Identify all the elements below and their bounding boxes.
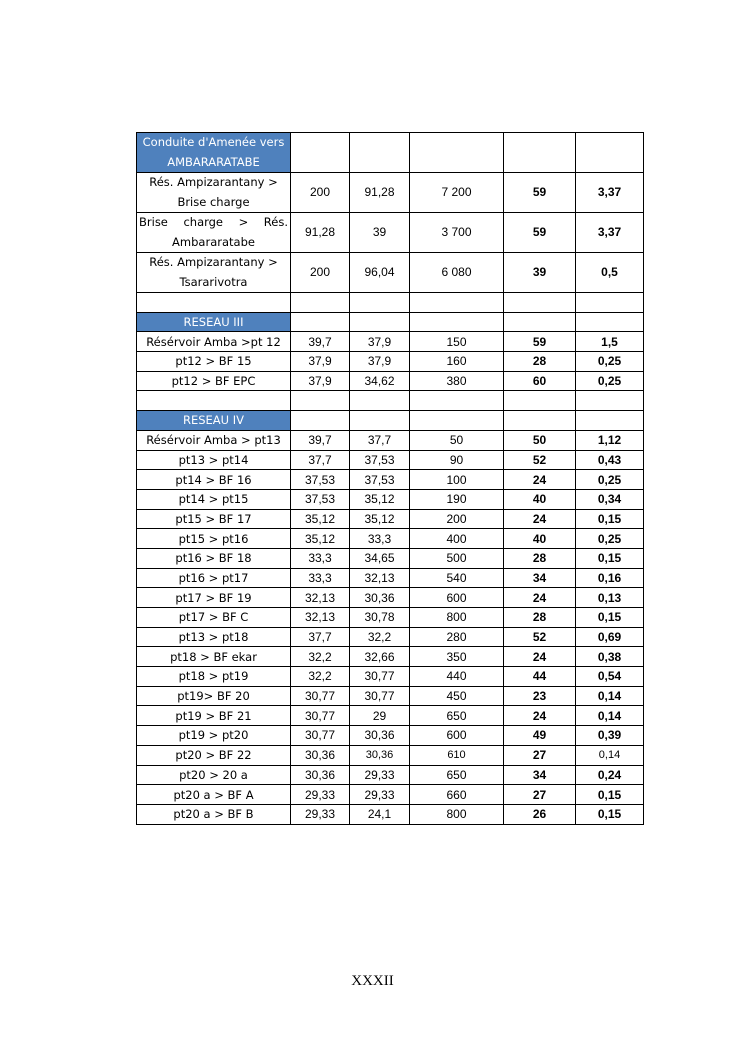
length-cell: 100 xyxy=(410,470,504,490)
end-value-cell: 29,33 xyxy=(350,785,410,805)
end-value-cell: 91,28 xyxy=(350,173,410,213)
end-value-cell: 24,1 xyxy=(350,804,410,824)
empty-cell xyxy=(504,133,576,173)
velocity-cell: 0,25 xyxy=(576,529,644,549)
diameter-cell: 49 xyxy=(504,726,576,746)
table-row xyxy=(137,253,644,293)
diameter-cell: 24 xyxy=(504,706,576,726)
empty-cell xyxy=(576,312,644,332)
table-row-section xyxy=(137,411,644,431)
empty-cell xyxy=(410,293,504,313)
table-row xyxy=(137,588,644,608)
start-value-cell: 32,13 xyxy=(291,588,350,608)
empty-cell xyxy=(576,133,644,173)
segment-label-cell xyxy=(137,213,291,253)
length-cell: 450 xyxy=(410,686,504,706)
table-row xyxy=(137,173,644,213)
empty-cell xyxy=(291,391,350,411)
empty-cell xyxy=(291,293,350,313)
length-cell: 400 xyxy=(410,529,504,549)
segment-label-cell: pt13 > pt18 xyxy=(137,627,291,647)
section-header-reseau-iv: RESEAU IV xyxy=(137,411,291,431)
table-row xyxy=(137,568,644,588)
length-cell: 160 xyxy=(410,352,504,372)
velocity-cell: 0,54 xyxy=(576,667,644,687)
diameter-cell: 28 xyxy=(504,548,576,568)
start-value-cell: 35,12 xyxy=(291,509,350,529)
start-value-cell: 35,12 xyxy=(291,529,350,549)
end-value-cell: 30,36 xyxy=(350,588,410,608)
empty-cell xyxy=(291,133,350,173)
end-value-cell: 37,53 xyxy=(350,450,410,470)
velocity-cell: 1,12 xyxy=(576,430,644,450)
length-cell: 600 xyxy=(410,726,504,746)
start-value-cell: 37,7 xyxy=(291,627,350,647)
empty-cell xyxy=(410,411,504,431)
start-value-cell: 39,7 xyxy=(291,332,350,352)
velocity-cell: 0,25 xyxy=(576,470,644,490)
segment-label-cell: pt20 > BF 22 xyxy=(137,745,291,765)
diameter-cell: 24 xyxy=(504,470,576,490)
velocity-cell: 0,34 xyxy=(576,489,644,509)
diameter-cell: 40 xyxy=(504,529,576,549)
end-value-cell: 34,65 xyxy=(350,548,410,568)
diameter-cell: 59 xyxy=(504,213,576,253)
start-value-cell: 91,28 xyxy=(291,213,350,253)
table-row xyxy=(137,509,644,529)
diameter-cell: 40 xyxy=(504,489,576,509)
start-value-cell: 29,33 xyxy=(291,804,350,824)
segment-label-cell: pt20 > 20 a xyxy=(137,765,291,785)
length-cell: 660 xyxy=(410,785,504,805)
section-header-reseau-iii: RESEAU III xyxy=(137,312,291,332)
segment-label-cell: pt20 a > BF B xyxy=(137,804,291,824)
end-value-cell: 37,9 xyxy=(350,352,410,372)
page-number: XXXII xyxy=(351,973,394,989)
segment-label-line: Ambararatabe xyxy=(172,234,255,249)
diameter-cell: 34 xyxy=(504,765,576,785)
start-value-cell: 30,77 xyxy=(291,726,350,746)
empty-cell xyxy=(350,312,410,332)
table-row xyxy=(137,647,644,667)
velocity-cell: 0,15 xyxy=(576,804,644,824)
segment-label-cell: pt15 > pt16 xyxy=(137,529,291,549)
length-cell: 610 xyxy=(410,745,504,765)
table-row xyxy=(137,765,644,785)
end-value-cell: 29,33 xyxy=(350,765,410,785)
end-value-cell: 30,36 xyxy=(350,745,410,765)
diameter-cell: 27 xyxy=(504,745,576,765)
table-row xyxy=(137,686,644,706)
length-cell: 500 xyxy=(410,548,504,568)
end-value-cell: 37,9 xyxy=(350,332,410,352)
end-value-cell: 35,12 xyxy=(350,509,410,529)
length-cell: 190 xyxy=(410,489,504,509)
start-value-cell: 37,9 xyxy=(291,352,350,372)
length-cell: 650 xyxy=(410,706,504,726)
segment-label-cell: pt19 > BF 21 xyxy=(137,706,291,726)
empty-cell xyxy=(504,411,576,431)
start-value-cell: 39,7 xyxy=(291,430,350,450)
diameter-cell: 59 xyxy=(504,173,576,213)
empty-cell xyxy=(350,133,410,173)
start-value-cell: 200 xyxy=(291,253,350,293)
table-row xyxy=(137,627,644,647)
start-value-cell: 200 xyxy=(291,173,350,213)
segment-label-cell: pt20 a > BF A xyxy=(137,785,291,805)
empty-cell xyxy=(576,411,644,431)
end-value-cell: 29 xyxy=(350,706,410,726)
section-header-line: Conduite d'Amenée vers xyxy=(142,135,285,149)
segment-label-line: Rés. Ampizarantany > xyxy=(149,175,278,189)
table-row-section xyxy=(137,312,644,332)
section-header-line: AMBARARATABE xyxy=(167,154,260,169)
segment-label-line: Rés. Ampizarantany > xyxy=(149,255,278,269)
table-row xyxy=(137,489,644,509)
diameter-cell: 28 xyxy=(504,608,576,628)
segment-label-cell: pt19 > pt20 xyxy=(137,726,291,746)
start-value-cell: 32,2 xyxy=(291,647,350,667)
empty-cell xyxy=(291,312,350,332)
velocity-cell: 0,15 xyxy=(576,548,644,568)
velocity-cell: 0,38 xyxy=(576,647,644,667)
segment-label-cell: Résérvoir Amba >pt 12 xyxy=(137,332,291,352)
segment-label-cell: pt13 > pt14 xyxy=(137,450,291,470)
segment-label-cell: pt14 > pt15 xyxy=(137,489,291,509)
segment-label-cell: pt12 > BF 15 xyxy=(137,352,291,372)
segment-label-line: Tsararivotra xyxy=(179,274,248,289)
empty-cell xyxy=(504,312,576,332)
velocity-cell: 3,37 xyxy=(576,173,644,213)
segment-label-cell: Résérvoir Amba > pt13 xyxy=(137,430,291,450)
start-value-cell: 30,36 xyxy=(291,745,350,765)
velocity-cell: 0,43 xyxy=(576,450,644,470)
length-cell: 380 xyxy=(410,371,504,391)
segment-label-cell: pt18 > pt19 xyxy=(137,667,291,687)
table-row xyxy=(137,667,644,687)
length-cell: 50 xyxy=(410,430,504,450)
velocity-cell: 1,5 xyxy=(576,332,644,352)
end-value-cell: 37,53 xyxy=(350,470,410,490)
length-cell: 3 700 xyxy=(410,213,504,253)
segment-label-cell: pt18 > BF ekar xyxy=(137,647,291,667)
velocity-cell: 0,14 xyxy=(576,686,644,706)
velocity-cell: 0,15 xyxy=(576,608,644,628)
length-cell: 650 xyxy=(410,765,504,785)
end-value-cell: 30,36 xyxy=(350,726,410,746)
end-value-cell: 33,3 xyxy=(350,529,410,549)
velocity-cell: 3,37 xyxy=(576,213,644,253)
empty-cell xyxy=(576,391,644,411)
segment-label-cell: pt17 > BF C xyxy=(137,608,291,628)
table-row xyxy=(137,371,644,391)
start-value-cell: 32,2 xyxy=(291,667,350,687)
velocity-cell: 0,14 xyxy=(576,745,644,765)
empty-cell xyxy=(410,312,504,332)
table-row xyxy=(137,706,644,726)
diameter-cell: 24 xyxy=(504,509,576,529)
start-value-cell: 30,36 xyxy=(291,765,350,785)
length-cell: 540 xyxy=(410,568,504,588)
diameter-cell: 50 xyxy=(504,430,576,450)
segment-label-cell: pt12 > BF EPC xyxy=(137,371,291,391)
table-row xyxy=(137,726,644,746)
start-value-cell: 37,53 xyxy=(291,489,350,509)
start-value-cell: 30,77 xyxy=(291,686,350,706)
table-row xyxy=(137,608,644,628)
empty-cell xyxy=(137,293,291,313)
start-value-cell: 30,77 xyxy=(291,706,350,726)
table-row xyxy=(137,352,644,372)
start-value-cell: 37,7 xyxy=(291,450,350,470)
table-row-blank xyxy=(137,391,644,411)
length-cell: 600 xyxy=(410,588,504,608)
segment-label-cell: pt16 > BF 18 xyxy=(137,548,291,568)
table-row xyxy=(137,332,644,352)
velocity-cell: 0,25 xyxy=(576,352,644,372)
table-row xyxy=(137,529,644,549)
empty-cell xyxy=(350,293,410,313)
length-cell: 800 xyxy=(410,608,504,628)
velocity-cell: 0,14 xyxy=(576,706,644,726)
diameter-cell: 52 xyxy=(504,450,576,470)
segment-label-cell: pt15 > BF 17 xyxy=(137,509,291,529)
velocity-cell: 0,25 xyxy=(576,371,644,391)
table-row xyxy=(137,430,644,450)
length-cell: 440 xyxy=(410,667,504,687)
table-row xyxy=(137,213,644,253)
length-cell: 6 080 xyxy=(410,253,504,293)
diameter-cell: 23 xyxy=(504,686,576,706)
length-cell: 280 xyxy=(410,627,504,647)
segment-label-cell xyxy=(137,173,291,213)
table-row xyxy=(137,548,644,568)
table-row-blank xyxy=(137,293,644,313)
table-row-header xyxy=(137,133,644,173)
end-value-cell: 32,13 xyxy=(350,568,410,588)
table-row xyxy=(137,450,644,470)
velocity-cell: 0,13 xyxy=(576,588,644,608)
velocity-cell: 0,16 xyxy=(576,568,644,588)
velocity-cell: 0,5 xyxy=(576,253,644,293)
diameter-cell: 34 xyxy=(504,568,576,588)
empty-cell xyxy=(504,293,576,313)
diameter-cell: 60 xyxy=(504,371,576,391)
diameter-cell: 59 xyxy=(504,332,576,352)
length-cell: 7 200 xyxy=(410,173,504,213)
diameter-cell: 44 xyxy=(504,667,576,687)
diameter-cell: 52 xyxy=(504,627,576,647)
start-value-cell: 29,33 xyxy=(291,785,350,805)
length-cell: 90 xyxy=(410,450,504,470)
length-cell: 800 xyxy=(410,804,504,824)
length-cell: 150 xyxy=(410,332,504,352)
segment-label-line: Brise charge xyxy=(177,194,250,209)
empty-cell xyxy=(291,411,350,431)
section-header-amenee xyxy=(137,133,291,173)
table-row xyxy=(137,804,644,824)
end-value-cell: 39 xyxy=(350,213,410,253)
diameter-cell: 24 xyxy=(504,588,576,608)
segment-label-cell: pt19> BF 20 xyxy=(137,686,291,706)
end-value-cell: 34,62 xyxy=(350,371,410,391)
empty-cell xyxy=(410,133,504,173)
pipe-network-table xyxy=(136,132,644,825)
velocity-cell: 0,39 xyxy=(576,726,644,746)
end-value-cell: 32,66 xyxy=(350,647,410,667)
end-value-cell: 35,12 xyxy=(350,489,410,509)
diameter-cell: 39 xyxy=(504,253,576,293)
length-cell: 350 xyxy=(410,647,504,667)
segment-label-cell: pt17 > BF 19 xyxy=(137,588,291,608)
diameter-cell: 24 xyxy=(504,647,576,667)
segment-label-line: Brise charge > Rés. xyxy=(139,215,288,229)
diameter-cell: 28 xyxy=(504,352,576,372)
end-value-cell: 30,77 xyxy=(350,686,410,706)
start-value-cell: 37,53 xyxy=(291,470,350,490)
start-value-cell: 33,3 xyxy=(291,548,350,568)
segment-label-cell: pt16 > pt17 xyxy=(137,568,291,588)
empty-cell xyxy=(350,391,410,411)
segment-label-cell xyxy=(137,253,291,293)
start-value-cell: 37,9 xyxy=(291,371,350,391)
segment-label-cell: pt14 > BF 16 xyxy=(137,470,291,490)
diameter-cell: 26 xyxy=(504,804,576,824)
end-value-cell: 30,77 xyxy=(350,667,410,687)
start-value-cell: 32,13 xyxy=(291,608,350,628)
end-value-cell: 32,2 xyxy=(350,627,410,647)
empty-cell xyxy=(504,391,576,411)
diameter-cell: 27 xyxy=(504,785,576,805)
velocity-cell: 0,15 xyxy=(576,509,644,529)
empty-cell xyxy=(350,411,410,431)
table-row xyxy=(137,470,644,490)
table-row xyxy=(137,785,644,805)
empty-cell xyxy=(576,293,644,313)
end-value-cell: 30,78 xyxy=(350,608,410,628)
velocity-cell: 0,24 xyxy=(576,765,644,785)
end-value-cell: 96,04 xyxy=(350,253,410,293)
end-value-cell: 37,7 xyxy=(350,430,410,450)
velocity-cell: 0,15 xyxy=(576,785,644,805)
table-row xyxy=(137,745,644,765)
empty-cell xyxy=(410,391,504,411)
empty-cell xyxy=(137,391,291,411)
length-cell: 200 xyxy=(410,509,504,529)
start-value-cell: 33,3 xyxy=(291,568,350,588)
velocity-cell: 0,69 xyxy=(576,627,644,647)
